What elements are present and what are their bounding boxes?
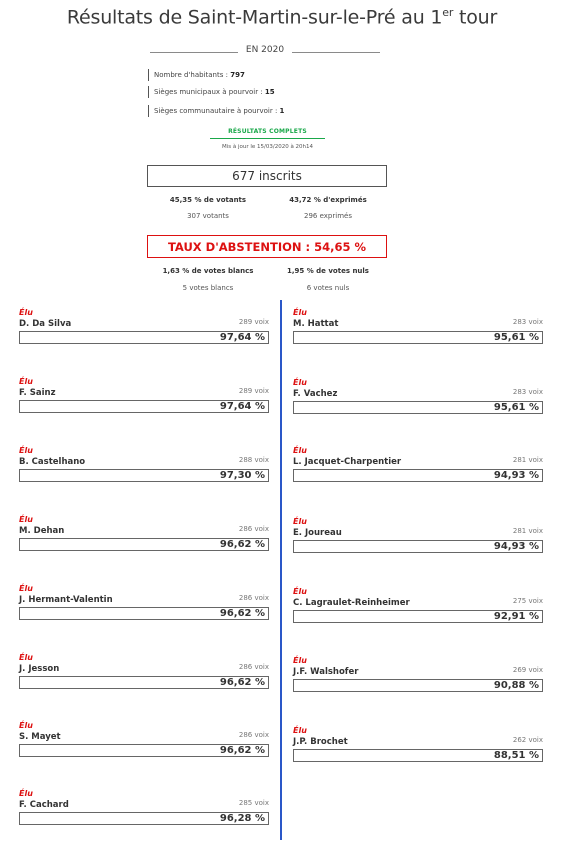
separator-line-left bbox=[150, 52, 238, 53]
candidate-votes: 286 voix bbox=[238, 594, 269, 602]
candidate-card bbox=[19, 515, 269, 570]
info-value: 15 bbox=[264, 88, 275, 96]
blancs-percent: 1,63 % de votes blancs bbox=[162, 267, 254, 275]
candidate-name: D. Da Silva bbox=[19, 319, 72, 329]
candidate-card bbox=[293, 378, 543, 433]
candidate-name: S. Mayet bbox=[19, 732, 61, 742]
votants-percent: 45,35 % de votants bbox=[169, 196, 247, 204]
candidate-votes: 286 voix bbox=[238, 525, 269, 533]
candidate-name: J.P. Brochet bbox=[293, 737, 348, 747]
info-sieges-municipaux bbox=[148, 86, 275, 98]
elected-label: Élu bbox=[293, 446, 307, 455]
abstention-box: TAUX D'ABSTENTION : 54,65 % bbox=[147, 235, 387, 258]
info-value: 797 bbox=[230, 71, 245, 79]
info-label: Nombre d'habitants : bbox=[154, 71, 231, 79]
candidate-percent: 90,88 % bbox=[493, 680, 539, 691]
candidate-percent: 96,62 % bbox=[219, 677, 265, 688]
elected-label: Élu bbox=[19, 584, 33, 593]
blancs-count: 5 votes blancs bbox=[182, 284, 234, 292]
candidate-votes: 283 voix bbox=[512, 318, 543, 326]
candidate-percent: 96,62 % bbox=[219, 539, 265, 550]
candidate-name: F. Sainz bbox=[19, 388, 56, 398]
candidate-card bbox=[19, 653, 269, 708]
candidate-name: C. Lagraulet-Reinheimer bbox=[293, 598, 410, 608]
title-main: Résultats de Saint-Martin-sur-le-Pré au 1 bbox=[66, 6, 443, 29]
percent-bar bbox=[19, 469, 269, 482]
elected-label: Élu bbox=[293, 378, 307, 387]
candidate-card bbox=[19, 584, 269, 639]
inscrits-box: 677 inscrits bbox=[147, 165, 387, 187]
candidate-percent: 97,30 % bbox=[219, 470, 265, 481]
candidate-name: M. Dehan bbox=[19, 526, 65, 536]
percent-bar bbox=[19, 744, 269, 757]
candidate-percent: 97,64 % bbox=[219, 332, 265, 343]
percent-bar bbox=[293, 749, 543, 762]
percent-bar bbox=[19, 331, 269, 344]
candidate-name: L. Jacquet-Charpentier bbox=[293, 457, 402, 467]
candidate-percent: 88,51 % bbox=[493, 750, 539, 761]
candidate-card bbox=[293, 587, 543, 642]
candidate-name: M. Hattat bbox=[293, 319, 339, 329]
candidate-name: B. Castelhano bbox=[19, 457, 86, 467]
candidate-percent: 97,64 % bbox=[219, 401, 265, 412]
candidate-votes: 289 voix bbox=[238, 318, 269, 326]
percent-bar bbox=[293, 679, 543, 692]
candidate-card bbox=[293, 308, 543, 363]
percent-bar bbox=[293, 540, 543, 553]
candidate-name: J. Jesson bbox=[19, 664, 60, 674]
candidate-name: E. Joureau bbox=[293, 528, 342, 538]
candidate-votes: 275 voix bbox=[512, 597, 543, 605]
percent-bar bbox=[19, 400, 269, 413]
candidate-card bbox=[19, 308, 269, 363]
info-value: 1 bbox=[279, 107, 285, 115]
info-label: Sièges communautaire à pourvoir : bbox=[154, 107, 280, 115]
candidate-name: F. Cachard bbox=[19, 800, 69, 810]
candidate-percent: 95,61 % bbox=[493, 402, 539, 413]
info-sieges-communautaire bbox=[148, 105, 284, 117]
elected-label: Élu bbox=[19, 446, 33, 455]
votants-count: 307 votants bbox=[187, 212, 229, 220]
percent-bar bbox=[293, 401, 543, 414]
candidate-votes: 285 voix bbox=[238, 799, 269, 807]
full-results-link[interactable]: RÉSULTATS COMPLETS bbox=[210, 128, 325, 139]
info-label: Sièges municipaux à pourvoir : bbox=[154, 88, 265, 96]
exprimes-count: 296 exprimés bbox=[304, 212, 352, 220]
elected-label: Élu bbox=[19, 308, 33, 317]
elected-label: Élu bbox=[19, 515, 33, 524]
candidate-name: F. Vachez bbox=[293, 389, 338, 399]
candidate-percent: 96,62 % bbox=[219, 745, 265, 756]
candidate-votes: 288 voix bbox=[238, 456, 269, 464]
candidate-card bbox=[293, 446, 543, 501]
candidate-votes: 281 voix bbox=[512, 456, 543, 464]
candidate-name: J. Hermant-Valentin bbox=[19, 595, 113, 605]
candidate-votes: 286 voix bbox=[238, 663, 269, 671]
candidate-votes: 262 voix bbox=[512, 736, 543, 744]
candidate-percent: 94,93 % bbox=[493, 470, 539, 481]
candidate-percent: 96,28 % bbox=[219, 813, 265, 824]
candidate-card bbox=[293, 517, 543, 572]
percent-bar bbox=[293, 469, 543, 482]
percent-bar bbox=[19, 607, 269, 620]
year-separator bbox=[150, 45, 380, 59]
year-label: EN 2020 bbox=[245, 45, 285, 55]
candidate-card bbox=[293, 656, 543, 711]
candidate-percent: 94,93 % bbox=[493, 541, 539, 552]
page-title bbox=[0, 6, 564, 28]
candidate-card bbox=[19, 721, 269, 776]
nuls-percent: 1,95 % de votes nuls bbox=[287, 267, 369, 275]
candidate-votes: 281 voix bbox=[512, 527, 543, 535]
candidate-votes: 289 voix bbox=[238, 387, 269, 395]
column-divider bbox=[280, 300, 282, 840]
candidate-percent: 96,62 % bbox=[219, 608, 265, 619]
percent-bar bbox=[293, 331, 543, 344]
update-timestamp: Mis à jour le 15/03/2020 à 20h14 bbox=[221, 144, 314, 150]
elected-label: Élu bbox=[293, 726, 307, 735]
candidate-card bbox=[19, 377, 269, 432]
exprimes-percent: 43,72 % d'exprimés bbox=[289, 196, 367, 204]
candidate-card bbox=[19, 789, 269, 844]
title-superscript: er bbox=[442, 6, 454, 19]
info-habitants bbox=[148, 69, 245, 81]
candidate-percent: 92,91 % bbox=[493, 611, 539, 622]
elected-label: Élu bbox=[293, 308, 307, 317]
candidate-votes: 269 voix bbox=[512, 666, 543, 674]
candidate-percent: 95,61 % bbox=[493, 332, 539, 343]
percent-bar bbox=[19, 812, 269, 825]
elected-label: Élu bbox=[19, 721, 33, 730]
elected-label: Élu bbox=[19, 653, 33, 662]
elected-label: Élu bbox=[19, 789, 33, 798]
elected-label: Élu bbox=[293, 517, 307, 526]
elected-label: Élu bbox=[293, 656, 307, 665]
candidate-votes: 286 voix bbox=[238, 731, 269, 739]
percent-bar bbox=[19, 538, 269, 551]
elected-label: Élu bbox=[293, 587, 307, 596]
candidate-name: J.F. Walshofer bbox=[293, 667, 359, 677]
title-suffix: tour bbox=[453, 6, 498, 29]
candidate-votes: 283 voix bbox=[512, 388, 543, 396]
percent-bar bbox=[19, 676, 269, 689]
candidate-card bbox=[293, 726, 543, 781]
candidate-card bbox=[19, 446, 269, 501]
nuls-count: 6 votes nuls bbox=[306, 284, 350, 292]
elected-label: Élu bbox=[19, 377, 33, 386]
percent-bar bbox=[293, 610, 543, 623]
separator-line-right bbox=[292, 52, 380, 53]
